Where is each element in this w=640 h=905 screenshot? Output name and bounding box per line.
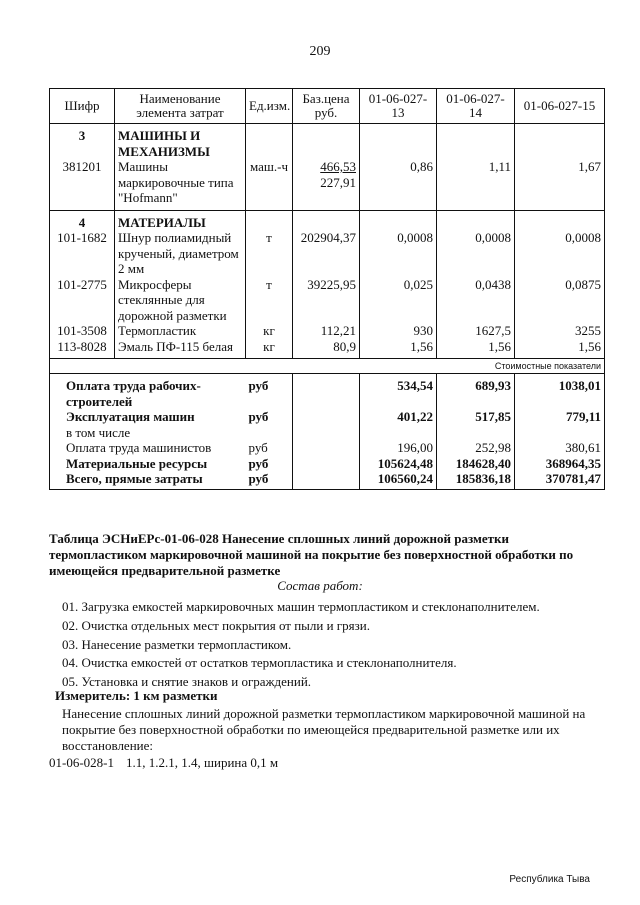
- cost-label: Стоимостные показатели: [50, 359, 605, 374]
- summary-row: [50, 409, 605, 425]
- empty-cell: [515, 210, 605, 230]
- summary-row: [50, 425, 605, 441]
- summary-value: 1038,01: [515, 374, 605, 410]
- summary-value: 105624,48: [360, 456, 437, 472]
- summary-unit: руб: [246, 409, 293, 425]
- row-value: 0,0875: [515, 277, 605, 324]
- summary-value: 517,85: [437, 409, 515, 425]
- summary-value: [437, 425, 515, 441]
- table-row: [50, 230, 605, 277]
- column-header: Наименование элемента затрат: [115, 89, 246, 124]
- works-heading: Состав работ:: [277, 578, 363, 593]
- work-item: 04. Очистка емкостей от остатков термопластика и стеклонаполнителя.: [62, 655, 457, 671]
- footer-region: Республика Тыва: [509, 874, 590, 885]
- empty-cell: [293, 210, 360, 230]
- summary-name: в том числе: [50, 425, 246, 441]
- row-value: 1,11: [437, 159, 515, 210]
- row-unit: т: [246, 277, 293, 324]
- summary-row: [50, 471, 605, 489]
- section-row: [50, 124, 605, 160]
- work-item: 02. Очистка отдельных мест покрытия от пыли и грязи.: [62, 617, 370, 633]
- summary-value: 534,54: [360, 374, 437, 410]
- row-name: Термопластик: [115, 323, 246, 339]
- row-value: 0,0008: [515, 230, 605, 277]
- row-code: 101-1682: [50, 230, 115, 277]
- table-row: [50, 339, 605, 359]
- column-header: Ед.изм.: [246, 89, 293, 124]
- summary-unit: [246, 425, 293, 441]
- column-header: Шифр: [50, 89, 115, 124]
- cost-label-row: [50, 359, 605, 374]
- resource-table: [49, 88, 605, 490]
- section-code: 4: [50, 210, 115, 230]
- summary-unit: руб: [246, 374, 293, 410]
- summary-value: 380,61: [515, 440, 605, 456]
- column-header: 01-06-027-14: [437, 89, 515, 124]
- summary-value: 401,22: [360, 409, 437, 425]
- page-number: 209: [309, 44, 331, 59]
- summary-value: 106560,24: [360, 471, 437, 489]
- summary-value: 779,11: [515, 409, 605, 425]
- empty-cell: [246, 210, 293, 230]
- empty-cell: [293, 471, 360, 489]
- summary-value: 368964,35: [515, 456, 605, 472]
- summary-value: 196,00: [360, 440, 437, 456]
- summary-name: Эксплуатация машин: [50, 409, 246, 425]
- row-code: 101-2775: [50, 277, 115, 324]
- table-title: Таблица ЭСНиЕРс-01-06-028 Нанесение сплошных линий дорожной разметки термопластиком маркировочной машиной на покрытие без поверхностной обработки по имеющейся предварительной разметке: [49, 531, 574, 578]
- row-value: 1,56: [515, 339, 605, 359]
- summary-name: Всего, прямые затраты: [50, 471, 246, 489]
- row-name: Эмаль ПФ-115 белая: [115, 339, 246, 359]
- row-value: 0,0008: [437, 230, 515, 277]
- empty-cell: [246, 124, 293, 160]
- description: Нанесение сплошных линий дорожной разметки термопластиком маркировочной машиной на покрытие без поверхностной обработки по имеющейся предварительной разметке или их восстановление:: [62, 706, 586, 753]
- summary-value: 370781,47: [515, 471, 605, 489]
- empty-cell: [360, 124, 437, 160]
- summary-unit: руб: [246, 440, 293, 456]
- row-value: 1,67: [515, 159, 605, 210]
- row-unit: маш.-ч: [246, 159, 293, 210]
- empty-cell: [293, 456, 360, 472]
- summary-row: [50, 374, 605, 410]
- row-code: 113-8028: [50, 339, 115, 359]
- item-line: [49, 755, 609, 771]
- row-unit: т: [246, 230, 293, 277]
- row-value: 0,0008: [360, 230, 437, 277]
- header-row: [50, 89, 605, 124]
- empty-cell: [515, 124, 605, 160]
- work-item: 05. Установка и снятие знаков и ограждений.: [62, 674, 312, 690]
- empty-cell: [293, 409, 360, 425]
- empty-cell: [437, 124, 515, 160]
- empty-cell: [437, 210, 515, 230]
- summary-value: 689,93: [437, 374, 515, 410]
- table-row: [50, 277, 605, 324]
- row-value: 0,0438: [437, 277, 515, 324]
- table-row: [50, 323, 605, 339]
- column-header: 01-06-027-13: [360, 89, 437, 124]
- column-header: 01-06-027-15: [515, 89, 605, 124]
- item-text: 1.1, 1.2.1, 1.4, ширина 0,1 м: [126, 755, 279, 770]
- summary-name: Материальные ресурсы: [50, 456, 246, 472]
- row-price: 112,21: [293, 323, 360, 339]
- summary-row: [50, 456, 605, 472]
- work-item: 01. Загрузка емкостей маркировочных машин термопластиком и стеклонаполнителем.: [62, 599, 540, 614]
- row-code: 101-3508: [50, 323, 115, 339]
- empty-cell: [293, 374, 360, 410]
- section-title: МАШИНЫ И МЕХАНИЗМЫ: [115, 124, 246, 160]
- row-value: 930: [360, 323, 437, 339]
- empty-cell: [293, 124, 360, 160]
- section-row: [50, 210, 605, 230]
- row-code: 381201: [50, 159, 115, 210]
- row-price: 202904,37: [293, 230, 360, 277]
- row-price: 39225,95: [293, 277, 360, 324]
- table-row: [50, 159, 605, 210]
- row-name: Машины маркировочные типа "Hofmann": [115, 159, 246, 210]
- summary-name: Оплата труда рабочих-строителей: [50, 374, 246, 410]
- summary-value: 252,98: [437, 440, 515, 456]
- item-code: 01-06-028-1: [49, 755, 114, 770]
- row-name: Микросферы стеклянные для дорожной разметки: [115, 277, 246, 324]
- work-item: 03. Нанесение разметки термопластиком.: [62, 636, 292, 652]
- measure: Измеритель: 1 км разметки: [55, 688, 218, 703]
- row-value: 1627,5: [437, 323, 515, 339]
- row-unit: кг: [246, 339, 293, 359]
- summary-value: 184628,40: [437, 456, 515, 472]
- summary-value: [515, 425, 605, 441]
- summary-unit: руб: [246, 471, 293, 489]
- row-value: 0,025: [360, 277, 437, 324]
- price-top: 466,53: [320, 159, 356, 174]
- summary-value: 185836,18: [437, 471, 515, 489]
- row-value: 0,86: [360, 159, 437, 210]
- section-code: 3: [50, 124, 115, 160]
- section-title: МАТЕРИАЛЫ: [115, 210, 246, 230]
- price-bottom: 227,91: [320, 174, 356, 190]
- summary-row: [50, 440, 605, 456]
- row-unit: кг: [246, 323, 293, 339]
- row-value: 1,56: [360, 339, 437, 359]
- summary-unit: руб: [246, 456, 293, 472]
- empty-cell: [293, 425, 360, 441]
- empty-cell: [360, 210, 437, 230]
- works-list: [62, 598, 622, 692]
- row-value: 1,56: [437, 339, 515, 359]
- row-value: 3255: [515, 323, 605, 339]
- row-price: [293, 159, 360, 210]
- column-header: Баз.цена руб.: [293, 89, 360, 124]
- empty-cell: [293, 440, 360, 456]
- row-name: Шнур полиамидный крученый, диаметром 2 мм: [115, 230, 246, 277]
- summary-value: [360, 425, 437, 441]
- row-price: 80,9: [293, 339, 360, 359]
- summary-name: Оплата труда машинистов: [50, 440, 246, 456]
